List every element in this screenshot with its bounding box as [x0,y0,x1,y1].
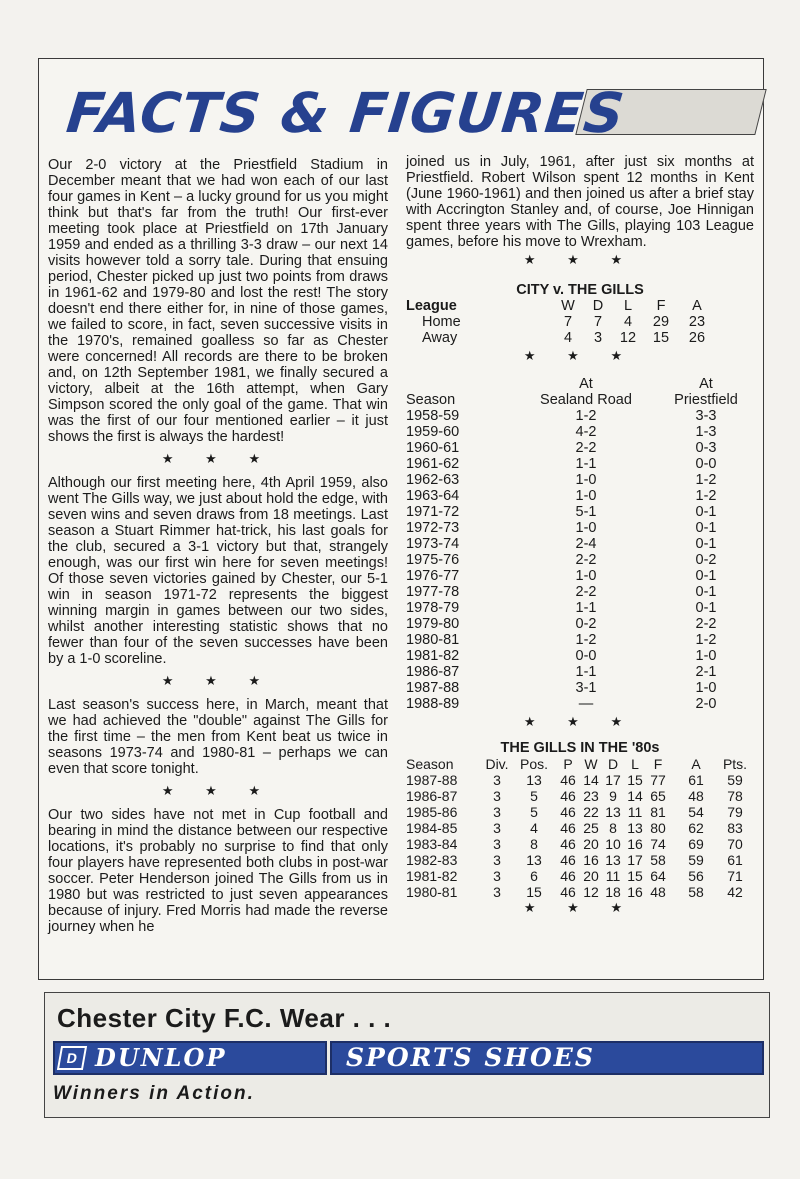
goals-against-cell: 61 [688,772,704,788]
header-season: Season [406,756,454,772]
won-cell: 12 [583,884,599,900]
season-row [406,568,754,584]
goals-for-cell: 74 [650,836,666,852]
at-label-1: At [579,376,593,392]
priestfield-score: 1-2 [695,632,717,648]
lost-cell: 15 [627,772,643,788]
advertisement [44,992,770,1118]
played-cell: 46 [560,820,576,836]
season-cell: 1983-84 [406,836,458,852]
season-cell: 1963-64 [406,488,460,504]
sealand-road-score: 2-4 [575,536,597,552]
seasons-table [406,376,754,712]
played-cell: 46 [560,884,576,900]
season-header: Season [406,392,456,408]
sealand-road-score: 1-0 [575,568,597,584]
goals-against-cell: 69 [688,836,704,852]
goals-against-cell: 56 [688,868,704,884]
points-cell: 71 [727,868,743,884]
gills-80s-row [406,804,754,820]
page-title: FACTS & FIGURES [63,81,628,145]
header-d: D [592,298,604,314]
division-cell: 3 [493,788,501,804]
sealand-road-score: 1-1 [575,600,597,616]
drawn-cell: 18 [605,884,621,900]
value-f: 15 [652,330,670,346]
stars-divider: ★ ★ ★ [161,783,275,798]
goals-for-cell: 77 [650,772,666,788]
header-lost: L [631,756,639,772]
sealand-road-score: 1-0 [575,488,597,504]
season-row [406,696,754,712]
header-played: P [563,756,573,772]
at-label-2: At [699,376,713,392]
gills-80s-row [406,820,754,836]
away-row [406,330,754,346]
season-cell: 1962-63 [406,472,460,488]
sealand-road-score: 0-2 [575,616,597,632]
points-cell: 83 [727,820,743,836]
position-cell: 8 [530,836,538,852]
played-cell: 46 [560,852,576,868]
right-column [406,154,754,916]
drawn-cell: 8 [609,820,617,836]
stars-divider: ★ ★ ★ [523,348,637,363]
won-cell: 22 [583,804,599,820]
value-d: 7 [593,314,603,330]
stars-divider: ★ ★ ★ [523,714,637,729]
city-v-gills-heading: CITY v. THE GILLS [516,282,644,298]
season-cell: 1973-74 [406,536,460,552]
drawn-cell: 13 [605,852,621,868]
points-cell: 70 [727,836,743,852]
city-v-gills-table [406,298,754,346]
division-cell: 3 [493,852,501,868]
priestfield-score: 0-1 [695,584,717,600]
won-cell: 23 [583,788,599,804]
season-cell: 1981-82 [406,868,458,884]
goals-for-cell: 48 [650,884,666,900]
stars-divider: ★ ★ ★ [523,900,637,915]
header-won: W [584,756,598,772]
division-cell: 3 [493,884,501,900]
home-row [406,314,754,330]
brand-name: DUNLOP [95,1043,227,1072]
sealand-road-score: 4-2 [575,424,597,440]
sealand-road-score: 5-1 [575,504,597,520]
position-cell: 15 [526,884,542,900]
season-row [406,536,754,552]
sealand-road-score: 1-1 [575,456,597,472]
sealand-road-score: 3-1 [575,680,597,696]
season-row [406,648,754,664]
priestfield-score: 1-2 [695,488,717,504]
points-cell: 59 [727,772,743,788]
priestfield-score: 1-3 [695,424,717,440]
season-cell: 1982-83 [406,852,458,868]
season-row [406,632,754,648]
season-cell: 1976-77 [406,568,460,584]
season-cell: 1985-86 [406,804,458,820]
header-goals-for: F [653,756,663,772]
header-position: Pos. [519,756,548,772]
won-cell: 25 [583,820,599,836]
season-row [406,504,754,520]
product-name: SPORTS SHOES [346,1043,595,1072]
played-cell: 46 [560,788,576,804]
position-cell: 13 [526,772,542,788]
points-cell: 79 [727,804,743,820]
header-points: Pts. [722,756,748,772]
sealand-road-score: 1-2 [575,408,597,424]
gills-80s-table [406,756,754,900]
season-cell: 1988-89 [406,696,460,712]
header-w: W [561,298,575,314]
season-cell: 1986-87 [406,664,460,680]
priestfield-score: 0-1 [695,520,717,536]
division-cell: 3 [493,836,501,852]
position-cell: 6 [530,868,538,884]
season-cell: 1961-62 [406,456,460,472]
product-banner [330,1041,764,1075]
sealand-road-score: — [578,696,594,712]
priestfield-score: 0-1 [695,536,717,552]
gills-80s-row [406,852,754,868]
ad-headline: Chester City F.C. Wear . . . [57,1003,392,1033]
season-row [406,680,754,696]
season-cell: 1975-76 [406,552,460,568]
season-cell: 1959-60 [406,424,460,440]
paragraph-2: Although our first meeting here, 4th April 1959, also went The Gills way, we just about hold the edge, with seven wins and seven draws from 18 meetings. Last season a Stuart Rimmer hat-trick, his last goals for the club, secured a 3-1 victory but that, strangely enough, was our first win here for seven meetings! Of those seven victories gained by Chester, our 5-1 win in season 1971-72 represents the biggest winning margin in games between our two sides, whilst another interesting statistic shows that no fewer than four of the seven successes have been by a 1-0 scoreline. [48,475,388,667]
season-cell: 1960-61 [406,440,460,456]
priestfield-score: 0-1 [695,568,717,584]
goals-for-cell: 58 [650,852,666,868]
position-cell: 13 [526,852,542,868]
lost-cell: 11 [627,804,643,820]
season-cell: 1979-80 [406,616,460,632]
points-cell: 42 [727,884,743,900]
goals-for-cell: 81 [650,804,666,820]
division-cell: 3 [493,804,501,820]
left-column [48,157,388,935]
header-f: F [656,298,666,314]
season-row [406,584,754,600]
season-row [406,520,754,536]
season-row [406,456,754,472]
value-w: 7 [563,314,573,330]
position-cell: 5 [530,788,538,804]
season-row [406,600,754,616]
priestfield-score: 0-3 [695,440,717,456]
division-cell: 3 [493,820,501,836]
priestfield-score: 0-1 [695,504,717,520]
ad-tagline: Winners in Action. [53,1083,255,1104]
won-cell: 20 [583,836,599,852]
value-d: 3 [593,330,603,346]
priestfield-score: 0-2 [695,552,717,568]
gills-80s-row [406,772,754,788]
goals-for-cell: 65 [650,788,666,804]
lost-cell: 17 [627,852,643,868]
season-row [406,424,754,440]
priestfield-score: 1-0 [695,648,717,664]
goals-for-cell: 80 [650,820,666,836]
sealand-road-score: 2-2 [575,440,597,456]
header-a: A [692,298,702,314]
goals-against-cell: 59 [688,852,704,868]
row-label: Away [422,330,458,346]
drawn-cell: 9 [609,788,617,804]
drawn-cell: 13 [605,804,621,820]
sealand-road-score: 2-2 [575,552,597,568]
league-label: League [406,298,457,314]
position-cell: 5 [530,804,538,820]
division-cell: 3 [493,868,501,884]
priestfield-score: 2-2 [695,616,717,632]
lost-cell: 15 [627,868,643,884]
header-drawn: D [607,756,619,772]
season-row [406,472,754,488]
lost-cell: 14 [627,788,643,804]
lost-cell: 16 [627,884,643,900]
season-cell: 1980-81 [406,632,460,648]
value-a: 23 [688,314,706,330]
played-cell: 46 [560,772,576,788]
priestfield-score: 2-0 [695,696,717,712]
goals-for-cell: 64 [650,868,666,884]
season-row [406,488,754,504]
priestfield-score: 3-3 [695,408,717,424]
priestfield-header: Priestfield [674,392,738,408]
season-row [406,616,754,632]
lost-cell: 16 [627,836,643,852]
value-a: 26 [688,330,706,346]
sealand-road-score: 1-1 [575,664,597,680]
header-division: Div. [485,756,509,772]
goals-against-cell: 48 [688,788,704,804]
season-row [406,440,754,456]
priestfield-score: 2-1 [695,664,717,680]
points-cell: 61 [727,852,743,868]
points-cell: 78 [727,788,743,804]
season-cell: 1987-88 [406,680,460,696]
stars-divider: ★ ★ ★ [161,451,275,466]
season-row [406,552,754,568]
season-cell: 1986-87 [406,788,458,804]
drawn-cell: 10 [605,836,621,852]
season-cell: 1981-82 [406,648,460,664]
season-cell: 1977-78 [406,584,460,600]
priestfield-score: 0-1 [695,600,717,616]
won-cell: 16 [583,852,599,868]
division-cell: 3 [493,772,501,788]
won-cell: 14 [583,772,599,788]
lost-cell: 13 [627,820,643,836]
sealand-road-score: 1-2 [575,632,597,648]
stars-divider: ★ ★ ★ [161,673,275,688]
gills-80s-row [406,788,754,804]
sealand-road-score: 2-2 [575,584,597,600]
gills-80s-row [406,884,754,900]
sealand-road-score: 1-0 [575,472,597,488]
dunlop-logo-icon: D [57,1046,87,1070]
priestfield-score: 1-0 [695,680,717,696]
drawn-cell: 17 [605,772,621,788]
sealand-road-score: 0-0 [575,648,597,664]
position-cell: 4 [530,820,538,836]
played-cell: 46 [560,836,576,852]
goals-against-cell: 62 [688,820,704,836]
season-cell: 1984-85 [406,820,458,836]
value-l: 4 [623,314,633,330]
season-cell: 1971-72 [406,504,460,520]
season-cell: 1972-73 [406,520,460,536]
season-cell: 1958-59 [406,408,460,424]
season-cell: 1987-88 [406,772,458,788]
priestfield-score: 0-0 [695,456,717,472]
value-f: 29 [652,314,670,330]
goals-against-cell: 54 [688,804,704,820]
season-cell: 1980-81 [406,884,458,900]
gills-80s-header-row [406,756,754,772]
gills-80s-row [406,868,754,884]
value-w: 4 [563,330,573,346]
season-row [406,664,754,680]
goals-against-cell: 58 [688,884,704,900]
gills-80s-row [406,836,754,852]
stars-divider: ★ ★ ★ [523,252,637,267]
won-cell: 20 [583,868,599,884]
played-cell: 46 [560,804,576,820]
priestfield-score: 1-2 [695,472,717,488]
season-row [406,408,754,424]
header-goals-against: A [691,756,701,772]
value-l: 12 [619,330,637,346]
gills-80s-heading: THE GILLS IN THE '80s [500,740,660,756]
header-l: L [623,298,633,314]
dunlop-logo [53,1041,327,1075]
drawn-cell: 11 [605,868,621,884]
row-label: Home [422,314,461,330]
sealand-road-score: 1-0 [575,520,597,536]
paragraph-4: Our two sides have not met in Cup football and bearing in mind the distance between our respective locations, it's probably no surprise to find that only four players have represented both clubs in post-war soccer. Peter Henderson joined The Gills from us in 1980 but was restricted to just seven appearances because of injury. Fred Morris had made the reverse journey when he [48,807,388,935]
article-frame [38,58,764,980]
played-cell: 46 [560,868,576,884]
sealand-road-header: Sealand Road [540,392,632,408]
title-banner [61,77,741,149]
paragraph-5: joined us in July, 1961, after just six months at Priestfield. Robert Wilson spent 12 months in Kent (June 1960-1961) and then joined us after a brief stay with Accrington Stanley and, of course, Joe Hinnigan spent three years with The Gills, playing 103 League games, before his move to Wrexham. [406,154,754,250]
paragraph-3: Last season's success here, in March, meant that we had achieved the "double" against The Gills for the first time – the men from Kent beat us twice in seasons 1973-74 and 1980-81 – perhaps we can even that score tonight. [48,697,388,777]
season-cell: 1978-79 [406,600,460,616]
paragraph-1: Our 2-0 victory at the Priestfield Stadium in December meant that we had won each of our last four games in Kent – a lucky ground for us you might think but that's far from the truth! Our first-ever meeting took place at Priestfield on 17th January 1959 and ended as a thrilling 3-3 draw – our next 14 visits however told a sorry tale. During that ensuing period, Chester picked up just two points from draws in 1961-62 and 1979-80 and lost the rest! The story doesn't end there either for, in nine of those games, we failed to score, in fact, seven successive visits in the 1970's, remained goalless so far as Chester were concerned! All records are there to be broken and, on 12th September 1981, we finally secured a victory, albeit at the 16th attempt, when Gary Simpson scored the only goal of the game. That win was the first of our four mentioned earlier – it just shows the first is always the hardest! [48,157,388,445]
